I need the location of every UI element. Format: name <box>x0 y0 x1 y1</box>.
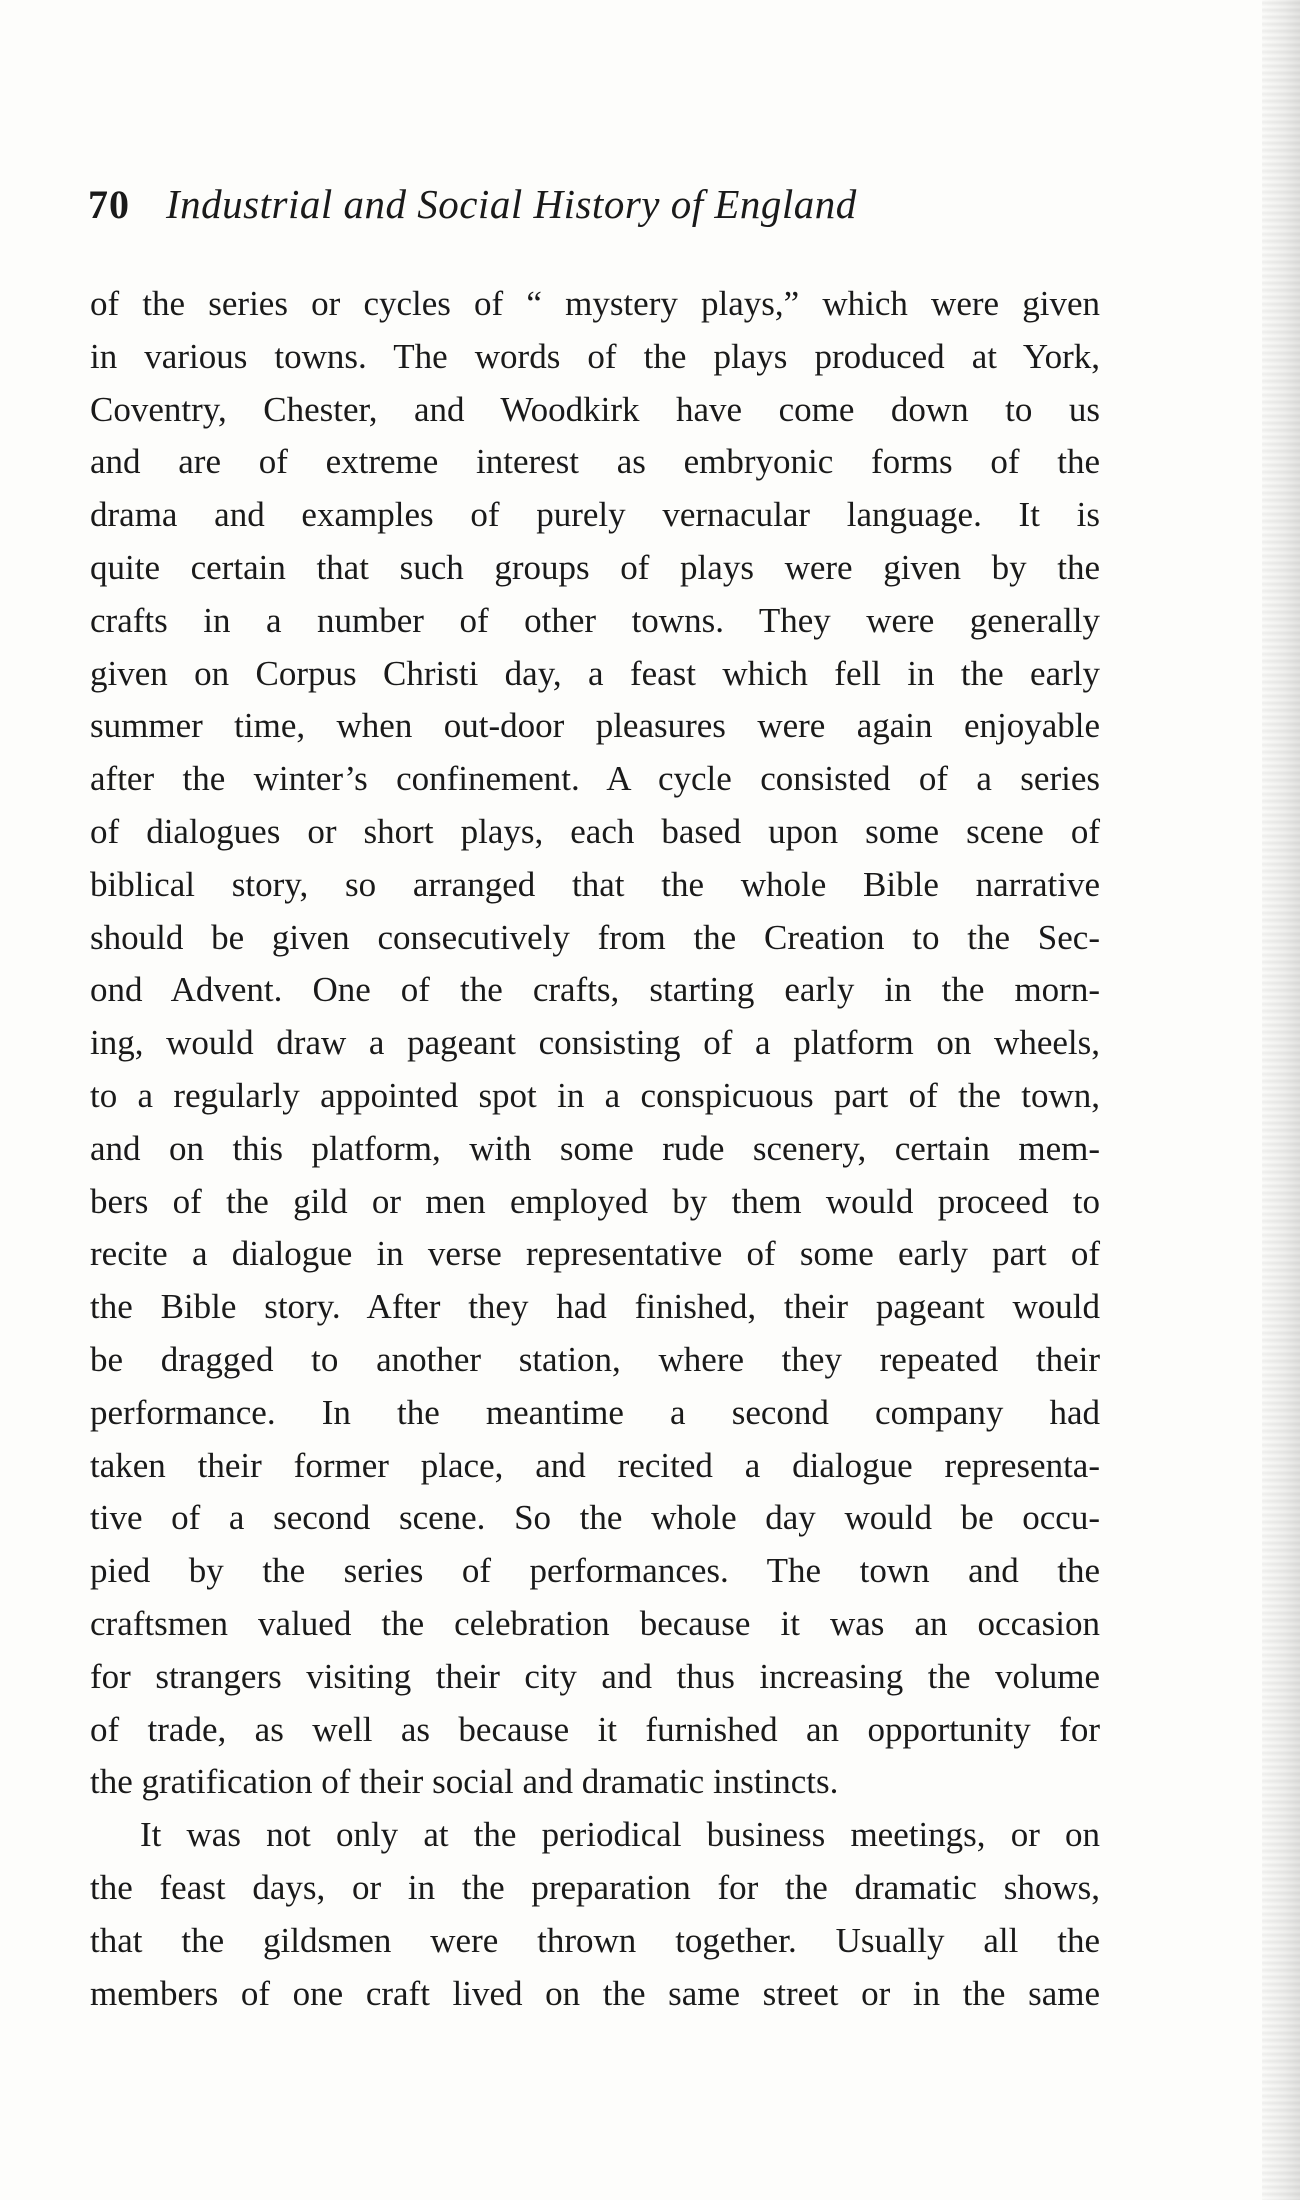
text-line: summer time, when out-door pleasures were again enjoyable <box>90 706 1100 746</box>
text-line: biblical story, so arranged that the whole Bible narrative <box>90 864 1100 904</box>
text-line: craftsmen valued the celebration because it was an occasion <box>90 1603 1100 1643</box>
text-line: quite certain that such groups of plays were given by the <box>90 547 1100 587</box>
page-number: 70 <box>88 182 130 227</box>
text-line: performance. In the meantime a second company had <box>90 1392 1100 1432</box>
text-line: should be given consecutively from the Creation to the Sec- <box>90 917 1100 957</box>
text-line: to a regularly appointed spot in a conspicuous part of the town, <box>90 1075 1100 1115</box>
text-line: the feast days, or in the preparation for the dramatic shows, <box>90 1867 1100 1907</box>
running-head <box>88 180 1088 240</box>
running-title: Industrial and Social History of England <box>166 181 857 227</box>
text-line: tive of a second scene. So the whole day would be occu- <box>90 1498 1100 1538</box>
text-line: bers of the gild or men employed by them would proceed to <box>90 1181 1100 1221</box>
paragraph <box>90 278 1100 1809</box>
text-line: in various towns. The words of the plays produced at York, <box>90 336 1100 376</box>
text-line: and on this platform, with some rude scenery, certain mem- <box>90 1128 1100 1168</box>
text-line: crafts in a number of other towns. They were generally <box>90 600 1100 640</box>
text-line: pied by the series of performances. The town and the <box>90 1551 1100 1591</box>
text-line: given on Corpus Christi day, a feast which fell in the early <box>90 653 1100 693</box>
text-line: after the winter’s confinement. A cycle consisted of a series <box>90 759 1100 799</box>
text-line: recite a dialogue in verse representative of some early part of <box>90 1234 1100 1274</box>
text-line: It was not only at the periodical business meetings, or on <box>140 1815 1100 1855</box>
text-line: that the gildsmen were thrown together. Usually all the <box>90 1920 1100 1960</box>
text-line: Coventry, Chester, and Woodkirk have come down to us <box>90 389 1100 429</box>
paragraph <box>90 1809 1100 2020</box>
text-line: drama and examples of purely vernacular language. It is <box>90 495 1100 535</box>
text-line: of trade, as well as because it furnished an opportunity for <box>90 1709 1100 1749</box>
text-line: for strangers visiting their city and thus increasing the volume <box>90 1656 1100 1696</box>
text-line: the Bible story. After they had finished, their pageant would <box>90 1287 1100 1327</box>
text-line: be dragged to another station, where they repeated their <box>90 1339 1100 1379</box>
text-line: members of one craft lived on the same street or in the same <box>90 1973 1100 2013</box>
text-line: and are of extreme interest as embryonic forms of the <box>90 442 1100 482</box>
text-line: ing, would draw a pageant consisting of a platform on wheels, <box>90 1023 1100 1063</box>
body-text <box>90 278 1100 2020</box>
text-line: of the series or cycles of “ mystery plays,” which were given <box>90 284 1100 323</box>
binding-edge <box>1262 0 1300 2200</box>
text-line: ond Advent. One of the crafts, starting early in the morn- <box>90 970 1100 1010</box>
text-line: of dialogues or short plays, each based upon some scene of <box>90 811 1100 851</box>
text-line: taken their former place, and recited a dialogue representa- <box>90 1445 1100 1485</box>
text-line: the gratification of their social and dramatic instincts. <box>90 1762 839 1802</box>
